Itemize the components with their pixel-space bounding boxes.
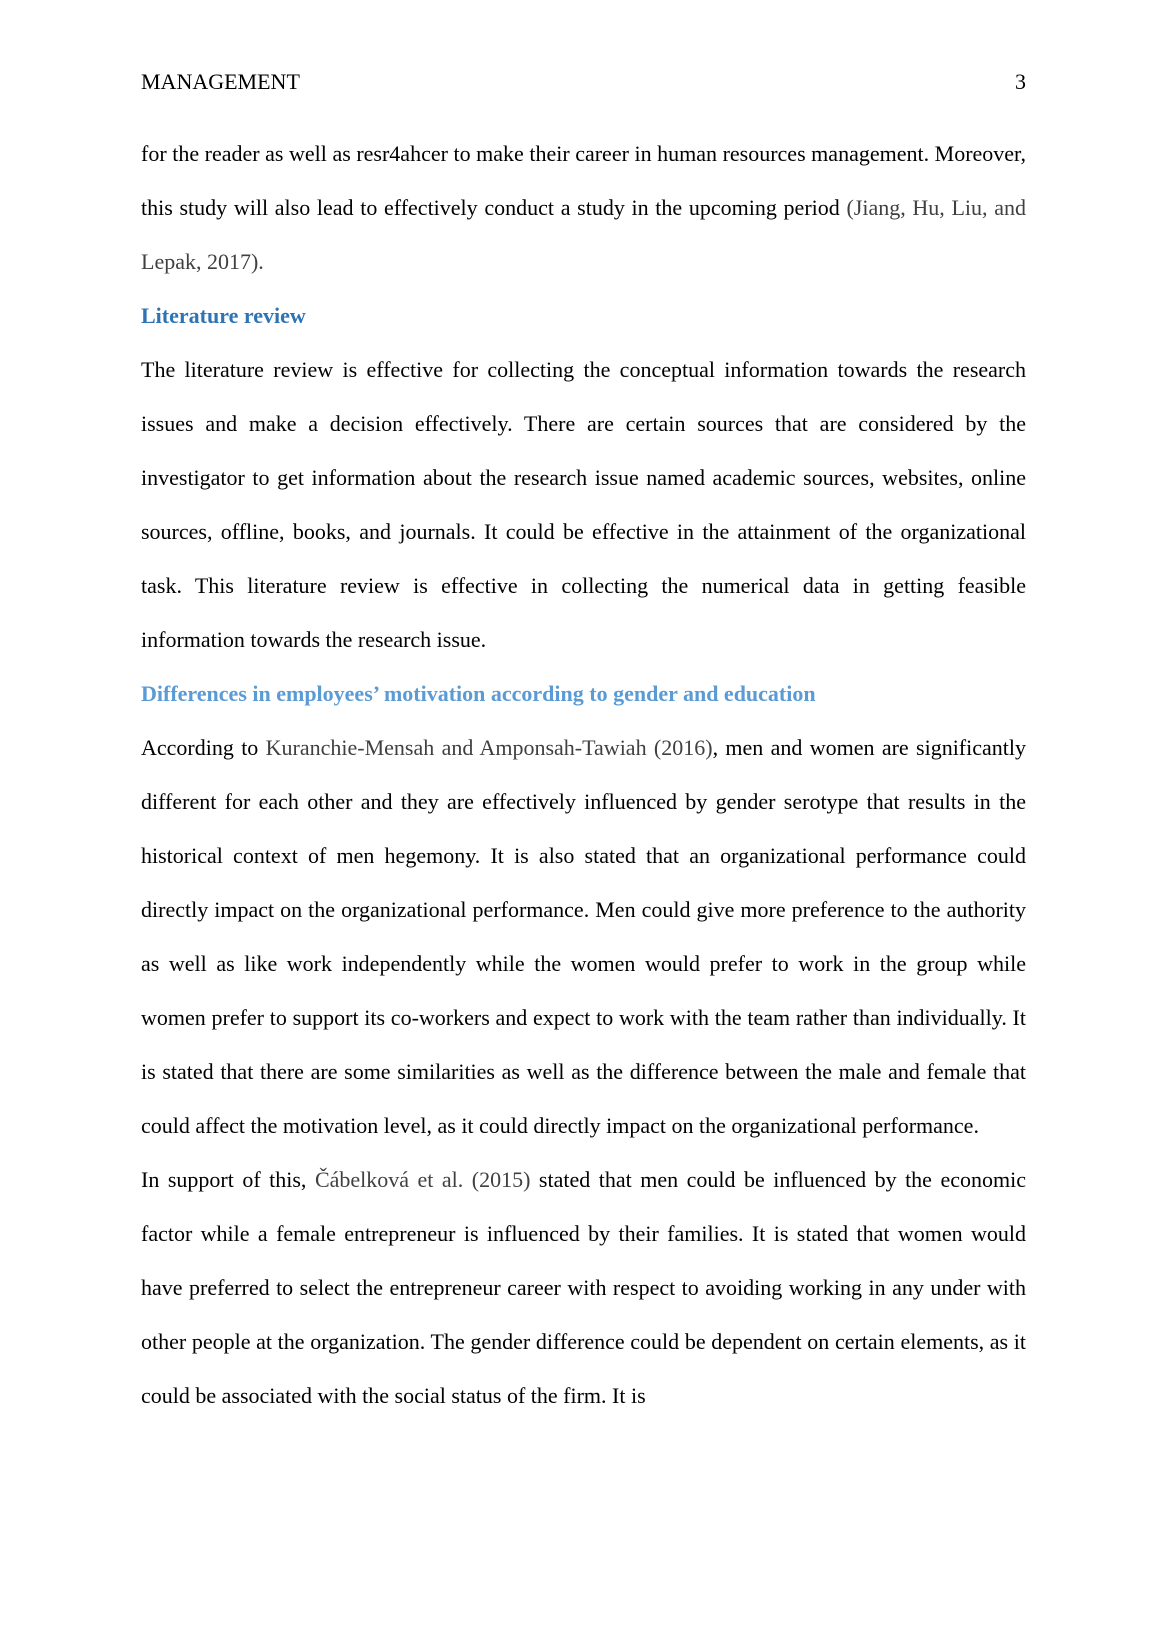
document-body bbox=[141, 127, 1026, 1423]
running-head: MANAGEMENT bbox=[141, 69, 300, 94]
page-number: 3 bbox=[1015, 69, 1026, 94]
paragraph-lead: According to bbox=[141, 735, 266, 760]
citation: Kuranchie-Mensah and Amponsah-Tawiah (2016) bbox=[265, 735, 713, 760]
paragraph-lead: In support of this, bbox=[141, 1167, 315, 1192]
paragraph-gender-differences bbox=[141, 721, 1026, 1153]
paragraph-intro bbox=[141, 127, 1026, 289]
paragraph-literature-review: The literature review is effective for collecting the conceptual information towards the research issues and make a decision effectively. There are certain sources that are considered by the investigator to get information about the research issue named academic sources, websites, online sources, offline, books, and journals. It could be effective in the attainment of the organizational task. This literature review is effective in collecting the numerical data in getting feasible information towards the research issue. bbox=[141, 357, 1026, 652]
paragraph-text: for the reader as well as resr4ahcer to make their career in human resources management. Moreover, this study will also lead to effectively conduct a study in the upcoming period bbox=[141, 141, 1026, 220]
paragraph-support bbox=[141, 1153, 1026, 1423]
citation: Čábelková et al. (2015) bbox=[314, 1167, 531, 1192]
citation: (Jiang, Hu, Liu, and Lepak, 2017). bbox=[141, 195, 1026, 274]
section-heading-literature-review: Literature review bbox=[141, 303, 306, 328]
page-header bbox=[141, 67, 1026, 97]
paragraph-text: stated that men could be influenced by the economic factor while a female entrepreneur is influenced by their families. It is stated that women would have preferred to select the entrepreneur career with respect to avoiding working in any under with other people at the organization. The gender difference could be dependent on certain elements, as it could be associated with the social status of the firm. It is bbox=[141, 1167, 1026, 1408]
subsection-heading-motivation-differences: Differences in employees’ motivation according to gender and education bbox=[141, 681, 816, 706]
paragraph-text: , men and women are significantly different for each other and they are effectively influenced by gender serotype that results in the historical context of men hegemony. It is also stated that an organizational performance could directly impact on the organizational performance. Men could give more preference to the authority as well as like work independently while the women would prefer to work in the group while women prefer to support its co-workers and expect to work with the team rather than individually. It is stated that there are some similarities as well as the difference between the male and female that could affect the motivation level, as it could directly impact on the organizational performance. bbox=[141, 735, 1026, 1138]
